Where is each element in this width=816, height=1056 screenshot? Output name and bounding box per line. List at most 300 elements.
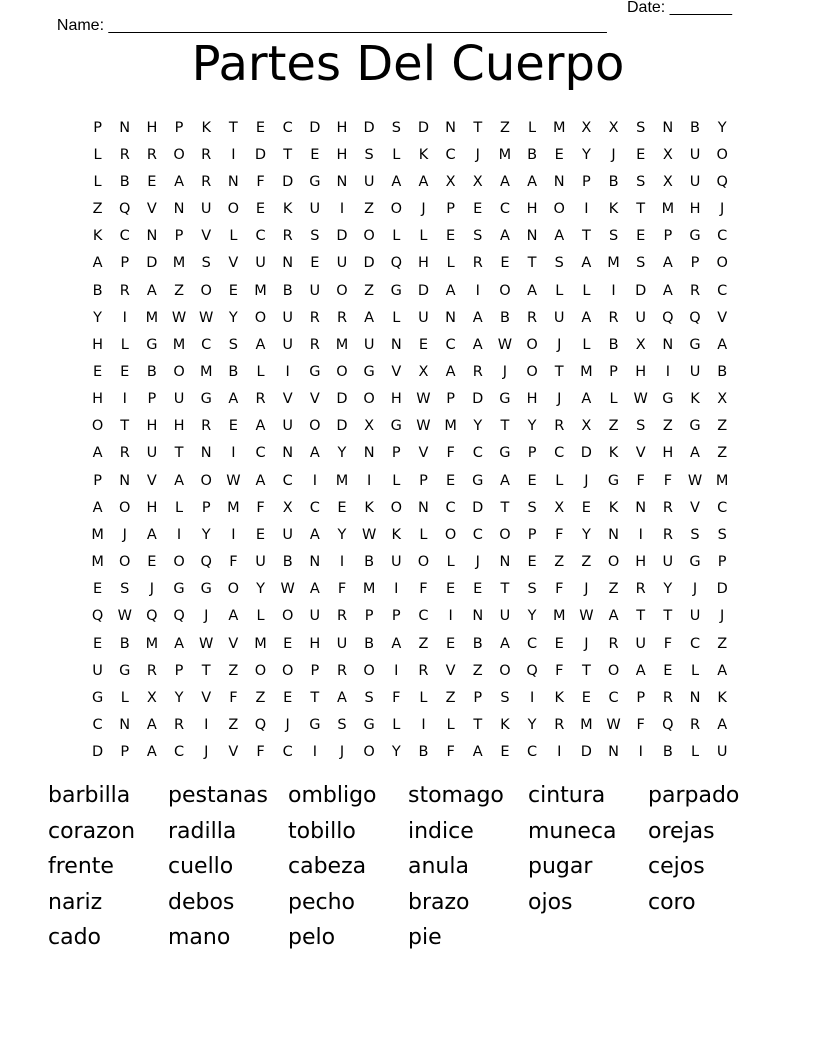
- grid-letter: L: [419, 689, 428, 706]
- grid-letter: B: [364, 635, 375, 652]
- grid-letter: D: [580, 744, 592, 761]
- grid-letter: R: [336, 608, 348, 625]
- grid-letter: A: [554, 228, 565, 245]
- grid-letter: H: [146, 499, 158, 516]
- grid-letter: B: [717, 363, 728, 380]
- word-list-item: anula: [408, 854, 469, 879]
- grid-letter: A: [92, 255, 103, 272]
- grid-letter: A: [255, 336, 266, 353]
- grid-letter: Z: [717, 635, 728, 652]
- grid-letter: P: [527, 526, 537, 543]
- grid-letter: E: [446, 472, 456, 489]
- grid-letter: R: [554, 717, 565, 734]
- grid-row: [84, 114, 736, 141]
- grid-letter: C: [527, 744, 538, 761]
- grid-letter: H: [146, 119, 158, 136]
- grid-letter: H: [689, 201, 701, 218]
- grid-letter: E: [527, 472, 537, 489]
- grid-letter: O: [363, 391, 375, 408]
- grid-letter: I: [176, 526, 182, 543]
- grid-letter: U: [363, 336, 375, 353]
- grid-letter: F: [636, 472, 645, 489]
- grid-letter: I: [339, 554, 345, 571]
- grid-letter: N: [526, 228, 538, 245]
- grid-letter: G: [146, 336, 158, 353]
- grid-letter: E: [636, 146, 646, 163]
- word-list-item: ojos: [528, 889, 573, 915]
- grid-letter: G: [200, 391, 212, 408]
- grid-letter: J: [692, 581, 698, 598]
- grid-letter: P: [473, 689, 483, 706]
- grid-letter: Y: [93, 309, 102, 326]
- grid-letter: I: [394, 662, 399, 679]
- grid-letter: M: [444, 418, 457, 435]
- grid-letter: J: [720, 201, 725, 218]
- grid-letter: U: [363, 173, 375, 190]
- grid-letter: F: [229, 554, 238, 571]
- grid-letter: A: [228, 391, 239, 408]
- grid-letter: W: [117, 608, 132, 625]
- grid-letter: A: [337, 689, 347, 706]
- grid-letter: A: [499, 472, 510, 489]
- grid-letter: O: [363, 228, 375, 245]
- grid-letter: I: [312, 472, 317, 489]
- grid-letter: A: [717, 336, 728, 353]
- grid-letter: V: [228, 255, 239, 272]
- word-list-item: radilla: [168, 818, 237, 844]
- grid-letter: J: [285, 717, 290, 734]
- grid-letter: S: [554, 255, 564, 272]
- grid-letter: N: [689, 689, 701, 706]
- grid-letter: U: [689, 146, 701, 163]
- grid-letter: X: [581, 119, 592, 136]
- grid-letter: T: [527, 255, 537, 272]
- grid-letter: I: [475, 282, 480, 299]
- grid-letter: R: [282, 228, 293, 245]
- grid-letter: A: [146, 526, 157, 543]
- grid-row: [84, 711, 736, 738]
- grid-letter: O: [200, 282, 212, 299]
- grid-letter: G: [309, 717, 321, 734]
- grid-letter: D: [472, 391, 484, 408]
- grid-letter: G: [689, 336, 701, 353]
- grid-letter: A: [174, 635, 184, 652]
- grid-letter: O: [281, 608, 294, 625]
- grid-letter: P: [391, 608, 401, 625]
- grid-letter: P: [120, 744, 130, 761]
- grid-letter: V: [146, 472, 157, 489]
- grid-letter: F: [555, 581, 564, 598]
- grid-letter: B: [527, 146, 538, 163]
- grid-letter: E: [473, 201, 483, 218]
- grid-letter: M: [607, 255, 620, 272]
- grid-letter: J: [584, 635, 589, 652]
- grid-letter: Z: [554, 554, 565, 571]
- grid-letter: S: [527, 581, 537, 598]
- grid-letter: O: [553, 201, 565, 218]
- word-list-item: mano: [168, 925, 231, 950]
- grid-letter: D: [336, 418, 348, 435]
- grid-letter: T: [500, 581, 510, 598]
- grid-letter: M: [335, 336, 349, 353]
- grid-letter: K: [608, 499, 619, 516]
- grid-letter: G: [689, 418, 701, 435]
- grid-letter: A: [418, 173, 429, 190]
- grid-letter: S: [391, 119, 401, 136]
- grid-letter: M: [145, 309, 159, 326]
- grid-letter: E: [228, 282, 238, 299]
- grid-letter: R: [119, 445, 130, 462]
- letter-grid: [84, 114, 736, 766]
- grid-letter: M: [661, 201, 675, 218]
- grid-letter: E: [147, 173, 157, 190]
- grid-letter: S: [527, 499, 537, 516]
- grid-letter: I: [557, 744, 562, 761]
- grid-letter: A: [635, 662, 646, 679]
- grid-letter: H: [635, 363, 647, 380]
- grid-letter: I: [638, 526, 643, 543]
- grid-letter: Z: [92, 201, 103, 218]
- grid-letter: A: [581, 309, 592, 326]
- grid-letter: F: [555, 662, 564, 679]
- grid-letter: H: [390, 391, 402, 408]
- grid-letter: P: [364, 608, 374, 625]
- grid-letter: G: [499, 391, 511, 408]
- grid-letter: A: [309, 526, 320, 543]
- grid-letter: E: [581, 689, 591, 706]
- grid-letter: B: [472, 635, 483, 652]
- grid-letter: A: [146, 717, 157, 734]
- grid-letter: U: [418, 309, 429, 326]
- word-list-item: pugar: [528, 854, 593, 879]
- grid-letter: B: [608, 173, 619, 190]
- grid-letter: Y: [581, 526, 591, 543]
- grid-letter: M: [172, 255, 186, 272]
- grid-letter: G: [363, 717, 375, 734]
- grid-letter: P: [609, 363, 618, 380]
- grid-letter: T: [663, 608, 673, 625]
- grid-letter: H: [173, 418, 185, 435]
- grid-row: [84, 630, 736, 657]
- grid-letter: U: [635, 635, 647, 652]
- grid-letter: C: [527, 635, 538, 652]
- grid-letter: S: [364, 689, 374, 706]
- grid-letter: G: [119, 662, 131, 679]
- grid-letter: V: [146, 201, 157, 218]
- grid-letter: T: [581, 662, 591, 679]
- grid-letter: Q: [662, 309, 674, 326]
- grid-letter: P: [527, 445, 537, 462]
- grid-letter: F: [337, 581, 347, 598]
- grid-letter: C: [608, 689, 619, 706]
- grid-letter: L: [392, 472, 401, 489]
- grid-letter: B: [364, 554, 375, 571]
- grid-letter: N: [662, 336, 674, 353]
- grid-letter: Z: [472, 662, 483, 679]
- grid-letter: E: [636, 228, 646, 245]
- grid-letter: Y: [228, 309, 238, 326]
- grid-letter: C: [92, 717, 103, 734]
- grid-letter: C: [173, 744, 185, 761]
- grid-letter: C: [445, 499, 456, 516]
- grid-letter: G: [472, 472, 484, 489]
- grid-letter: P: [636, 689, 646, 706]
- grid-letter: C: [445, 336, 456, 353]
- grid-letter: M: [362, 581, 376, 598]
- grid-letter: C: [309, 499, 320, 516]
- grid-letter: S: [120, 581, 130, 598]
- grid-letter: R: [418, 662, 429, 679]
- grid-letter: Z: [364, 282, 375, 299]
- grid-letter: Q: [689, 309, 701, 326]
- grid-letter: F: [256, 499, 265, 516]
- grid-letter: A: [309, 445, 320, 462]
- grid-letter: K: [608, 201, 619, 218]
- grid-letter: S: [201, 255, 211, 272]
- grid-letter: Z: [418, 635, 429, 652]
- grid-letter: X: [418, 363, 429, 380]
- grid-letter: Y: [527, 418, 537, 435]
- grid-letter: R: [309, 336, 320, 353]
- grid-letter: C: [689, 635, 701, 652]
- word-list-item: cabeza: [288, 854, 367, 879]
- grid-letter: W: [361, 526, 377, 543]
- grid-letter: L: [555, 472, 564, 489]
- grid-letter: S: [636, 418, 646, 435]
- grid-letter: O: [119, 499, 131, 516]
- grid-letter: D: [472, 499, 484, 516]
- grid-letter: I: [611, 282, 616, 299]
- grid-letter: V: [201, 228, 212, 245]
- grid-letter: D: [417, 282, 430, 299]
- grid-letter: A: [174, 173, 184, 190]
- grid-letter: U: [282, 309, 293, 326]
- grid-letter: U: [282, 418, 293, 435]
- grid-row: [84, 521, 736, 548]
- grid-letter: J: [204, 744, 209, 761]
- grid-letter: B: [119, 173, 130, 190]
- grid-letter: C: [554, 445, 565, 462]
- grid-letter: N: [119, 717, 131, 734]
- grid-letter: T: [228, 119, 238, 136]
- grid-letter: I: [665, 363, 670, 380]
- grid-letter: Y: [391, 744, 401, 761]
- grid-letter: R: [635, 581, 646, 598]
- grid-letter: P: [147, 391, 157, 408]
- grid-letter: P: [582, 173, 591, 190]
- grid-letter: A: [445, 282, 456, 299]
- grid-row: [84, 684, 736, 711]
- grid-letter: D: [363, 119, 375, 136]
- grid-letter: I: [204, 717, 209, 734]
- grid-letter: N: [553, 173, 565, 190]
- grid-letter: X: [581, 418, 592, 435]
- grid-letter: O: [336, 282, 348, 299]
- grid-letter: R: [472, 363, 483, 380]
- grid-letter: P: [310, 662, 320, 679]
- grid-letter: X: [554, 499, 565, 516]
- grid-letter: R: [662, 689, 673, 706]
- grid-letter: E: [92, 363, 103, 380]
- grid-letter: O: [499, 526, 511, 543]
- grid-letter: K: [92, 228, 103, 245]
- grid-letter: O: [173, 554, 185, 571]
- grid-letter: B: [282, 282, 293, 299]
- grid-letter: U: [390, 554, 402, 571]
- grid-letter: N: [173, 201, 185, 218]
- grid-letter: E: [147, 554, 157, 571]
- grid-letter: N: [608, 526, 619, 543]
- grid-letter: O: [607, 554, 620, 571]
- grid-letter: U: [309, 201, 321, 218]
- grid-letter: M: [227, 499, 240, 516]
- grid-letter: J: [611, 146, 616, 163]
- grid-letter: N: [336, 173, 348, 190]
- grid-letter: G: [200, 581, 212, 598]
- grid-letter: P: [690, 255, 700, 272]
- grid-letter: V: [445, 662, 456, 679]
- grid-letter: Y: [581, 146, 591, 163]
- grid-letter: I: [122, 309, 127, 326]
- grid-letter: A: [499, 173, 510, 190]
- grid-letter: H: [336, 146, 348, 163]
- grid-letter: W: [633, 391, 648, 408]
- grid-letter: O: [336, 363, 348, 380]
- grid-letter: I: [584, 201, 589, 218]
- grid-letter: N: [119, 472, 131, 489]
- grid-letter: U: [336, 255, 348, 272]
- grid-letter: B: [662, 744, 673, 761]
- grid-letter: Z: [499, 119, 510, 136]
- grid-letter: E: [500, 744, 510, 761]
- grid-letter: H: [336, 119, 348, 136]
- grid-letter: W: [579, 608, 594, 625]
- grid-letter: R: [689, 717, 701, 734]
- grid-letter: I: [122, 391, 127, 408]
- grid-letter: G: [173, 581, 185, 598]
- grid-letter: E: [446, 228, 456, 245]
- grid-letter: N: [146, 228, 158, 245]
- grid-letter: L: [120, 689, 129, 706]
- grid-letter: F: [555, 526, 564, 543]
- word-list-item: corazon: [48, 818, 136, 844]
- grid-letter: I: [394, 581, 399, 598]
- grid-letter: Z: [608, 581, 619, 598]
- grid-letter: A: [581, 255, 592, 272]
- grid-letter: C: [201, 336, 212, 353]
- grid-letter: P: [120, 255, 130, 272]
- grid-letter: N: [445, 309, 457, 326]
- grid-letter: W: [416, 391, 431, 408]
- grid-letter: G: [390, 418, 402, 435]
- grid-letter: E: [554, 635, 564, 652]
- grid-letter: V: [282, 391, 293, 408]
- grid-letter: M: [91, 526, 104, 543]
- grid-letter: K: [201, 119, 211, 136]
- grid-row: [84, 331, 736, 358]
- grid-letter: G: [499, 445, 511, 462]
- grid-letter: D: [417, 119, 430, 136]
- grid-letter: E: [554, 146, 564, 163]
- grid-letter: P: [93, 472, 102, 489]
- grid-letter: A: [391, 173, 402, 190]
- grid-letter: V: [690, 499, 700, 516]
- grid-letter: X: [282, 499, 293, 516]
- grid-letter: B: [146, 363, 157, 380]
- grid-letter: T: [581, 228, 591, 245]
- word-list-item: barbilla: [48, 783, 131, 808]
- grid-letter: A: [174, 472, 184, 489]
- grid-letter: Z: [364, 201, 375, 218]
- grid-letter: A: [146, 282, 157, 299]
- grid-letter: X: [635, 336, 646, 353]
- grid-letter: E: [500, 255, 510, 272]
- grid-letter: G: [390, 282, 402, 299]
- grid-letter: N: [227, 173, 239, 190]
- grid-letter: G: [689, 554, 701, 571]
- grid-letter: V: [418, 445, 429, 462]
- grid-letter: B: [499, 309, 510, 326]
- word-list-item: ombligo: [288, 783, 377, 808]
- grid-letter: U: [553, 309, 565, 326]
- grid-letter: F: [256, 744, 265, 761]
- grid-letter: S: [636, 173, 646, 190]
- grid-letter: Y: [174, 689, 184, 706]
- word-list-item: cintura: [528, 783, 606, 808]
- grid-letter: S: [364, 146, 374, 163]
- grid-letter: O: [526, 336, 538, 353]
- grid-letter: O: [227, 201, 240, 218]
- grid-letter: D: [716, 581, 728, 598]
- grid-letter: A: [581, 391, 592, 408]
- grid-letter: I: [231, 526, 236, 543]
- grid-letter: P: [419, 472, 428, 489]
- grid-letter: W: [171, 309, 187, 326]
- grid-letter: R: [527, 309, 538, 326]
- word-list-item: orejas: [648, 818, 715, 844]
- name-field-label: Name: ________________________________________________________: [56, 17, 607, 34]
- grid-letter: H: [526, 201, 538, 218]
- grid-letter: W: [497, 336, 513, 353]
- grid-letter: C: [255, 228, 266, 245]
- grid-letter: S: [337, 717, 347, 734]
- grid-letter: U: [309, 282, 321, 299]
- grid-letter: I: [312, 744, 317, 761]
- grid-letter: A: [146, 744, 157, 761]
- word-list-item: pelo: [288, 925, 336, 950]
- grid-letter: A: [255, 472, 266, 489]
- grid-letter: G: [689, 228, 701, 245]
- grid-letter: U: [173, 391, 185, 408]
- grid-letter: C: [717, 499, 728, 516]
- grid-letter: A: [92, 445, 103, 462]
- grid-letter: D: [309, 119, 321, 136]
- grid-letter: G: [662, 391, 674, 408]
- grid-letter: T: [636, 201, 646, 218]
- grid-letter: O: [363, 662, 375, 679]
- date-field-label: Date: _______: [627, 0, 732, 16]
- grid-letter: F: [256, 173, 265, 190]
- grid-letter: N: [472, 608, 484, 625]
- grid-letter: O: [390, 499, 402, 516]
- grid-letter: Q: [526, 662, 538, 679]
- grid-letter: Z: [445, 689, 456, 706]
- grid-letter: Q: [716, 173, 728, 190]
- grid-letter: R: [119, 146, 130, 163]
- grid-letter: R: [309, 309, 320, 326]
- grid-letter: O: [417, 554, 430, 571]
- grid-letter: K: [608, 445, 619, 462]
